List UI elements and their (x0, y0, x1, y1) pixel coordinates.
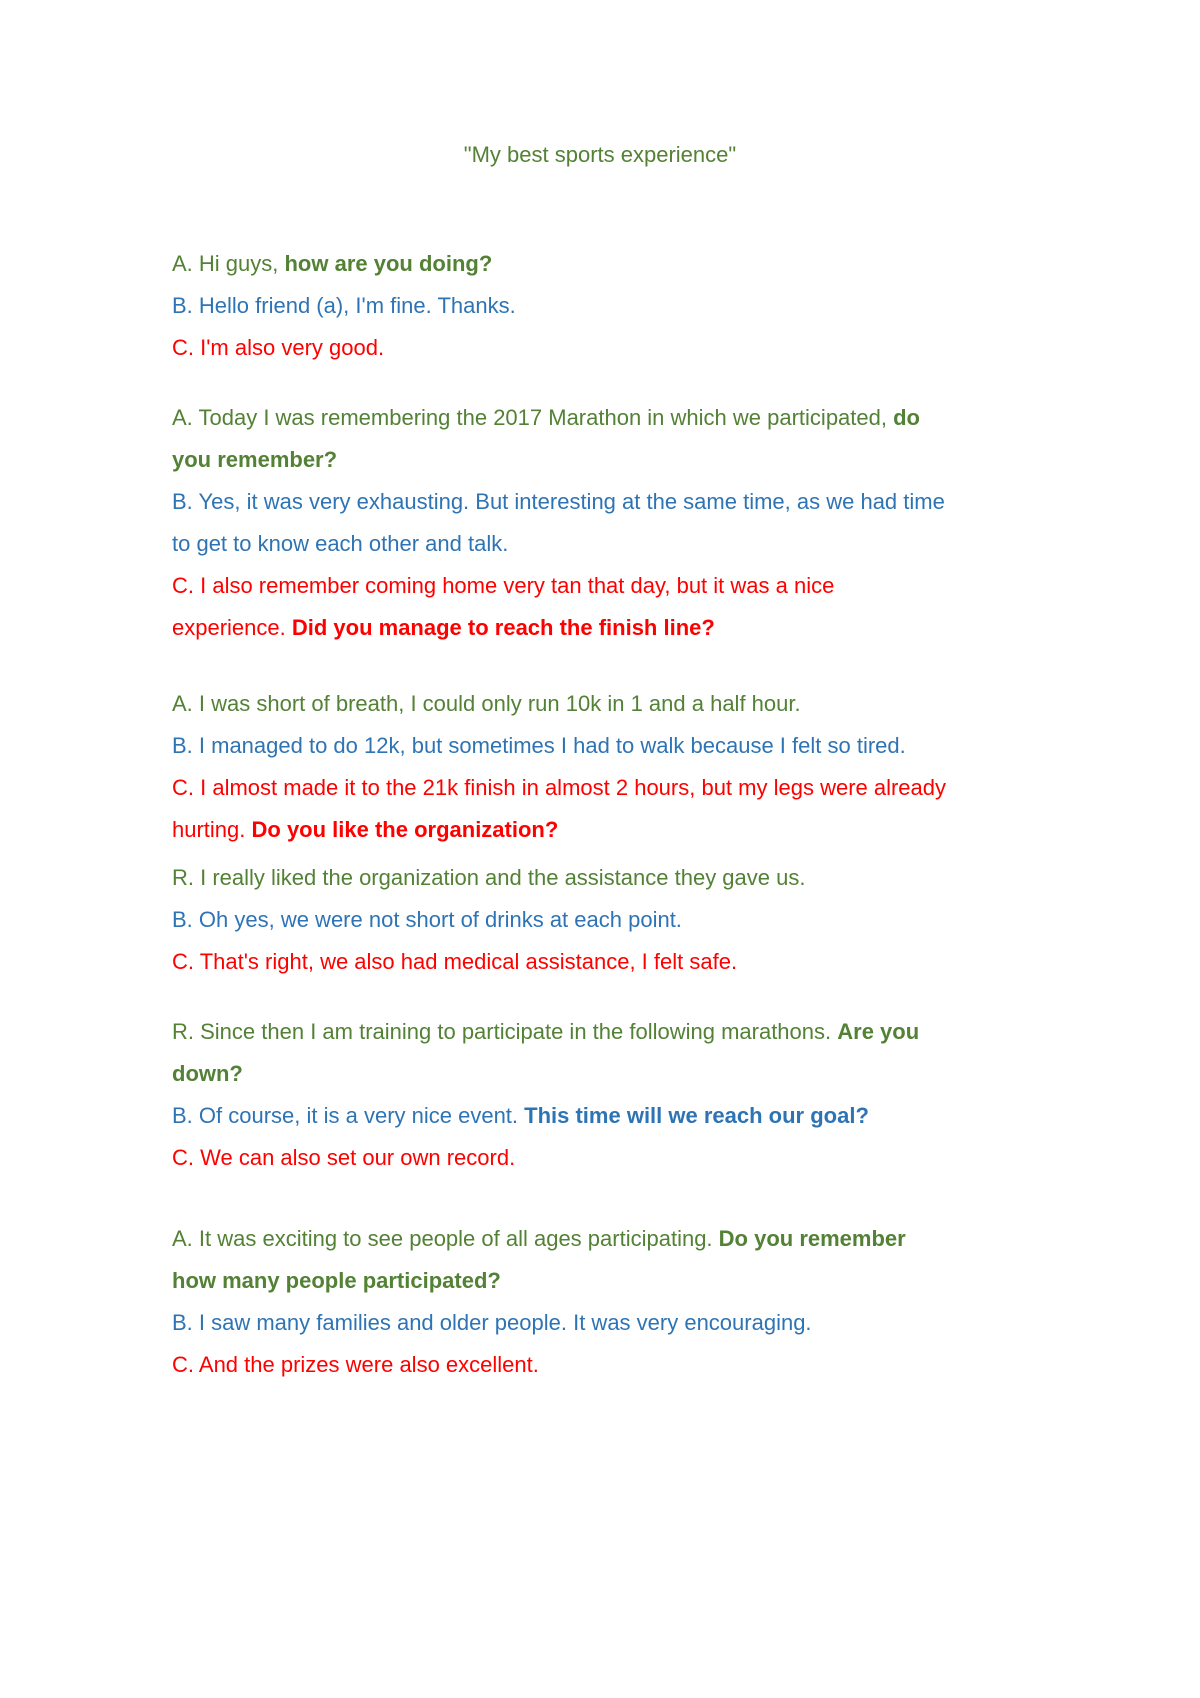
line-text: experience. (172, 615, 292, 640)
dialogue-paragraph (172, 1011, 1042, 1179)
dialogue-line-speaker-a (172, 397, 1042, 439)
line-text: C. We can also set our own record. (172, 1145, 516, 1170)
question-text: down? (172, 1061, 243, 1086)
line-text: hurting. (172, 817, 252, 842)
question-text: how many people participated? (172, 1268, 501, 1293)
dialogue-line-speaker-b (172, 285, 1042, 327)
line-text: B. Oh yes, we were not short of drinks at each point. (172, 907, 682, 932)
dialogue-line-speaker-a (172, 857, 1042, 899)
line-text: B. I managed to do 12k, but sometimes I had to walk because I felt so tired. (172, 733, 906, 758)
question-text: Did you manage to reach the finish line? (291, 615, 715, 640)
dialogue-line-speaker-b (172, 481, 1042, 523)
dialogue-line-speaker-c (172, 767, 1042, 809)
line-text: A. I was short of breath, I could only run 10k in 1 and a half hour. (172, 691, 801, 716)
dialogue-line-speaker-b (172, 523, 1042, 565)
question-text: how are you doing? (284, 251, 493, 276)
dialogue-line-speaker-a (172, 439, 1042, 481)
line-text: A. Hi guys, (172, 251, 285, 276)
line-text: C. I almost made it to the 21k finish in almost 2 hours, but my legs were already (172, 775, 947, 800)
dialogue-line-speaker-a (172, 1260, 1042, 1302)
dialogue-line-speaker-c (172, 941, 1042, 983)
dialogue-line-speaker-c (172, 809, 1042, 851)
dialogue-line-speaker-c (172, 1137, 1042, 1179)
dialogue-line-speaker-b (172, 899, 1042, 941)
dialogue-line-speaker-a (172, 1011, 1042, 1053)
document-title: "My best sports experience" (463, 142, 737, 167)
dialogue-line-speaker-a (172, 1053, 1042, 1095)
question-text: Do you remember (718, 1226, 906, 1251)
line-text: B. Yes, it was very exhausting. But interesting at the same time, as we had time (172, 489, 945, 514)
question-text: you remember? (172, 447, 338, 472)
dialogue-paragraph (172, 243, 1042, 369)
line-text: B. Hello friend (a), I'm fine. Thanks. (172, 293, 516, 318)
dialogue-line-speaker-b (172, 1095, 1042, 1137)
question-text: This time will we reach our goal? (524, 1103, 869, 1128)
question-text: Are you (837, 1019, 920, 1044)
dialogue-line-speaker-a (172, 243, 1042, 285)
line-text: R. Since then I am training to participate in the following marathons. (172, 1019, 838, 1044)
dialogue-paragraph (172, 857, 1042, 983)
dialogue-line-speaker-b (172, 725, 1042, 767)
line-text: C. That's right, we also had medical assistance, I felt safe. (172, 949, 738, 974)
line-text: R. I really liked the organization and the assistance they gave us. (172, 865, 806, 890)
line-text: B. I saw many families and older people. It was very encouraging. (172, 1310, 812, 1335)
line-text: C. I also remember coming home very tan that day, but it was a nice (172, 573, 835, 598)
line-text: C. I'm also very good. (172, 335, 385, 360)
line-text: A. Today I was remembering the 2017 Marathon in which we participated, (172, 405, 894, 430)
dialogue-line-speaker-c (172, 607, 1042, 649)
line-text: C. And the prizes were also excellent. (172, 1352, 539, 1377)
dialogue-line-speaker-c (172, 327, 1042, 369)
line-text: to get to know each other and talk. (172, 531, 509, 556)
line-text: B. Of course, it is a very nice event. (172, 1103, 525, 1128)
dialogue-paragraph (172, 683, 1042, 851)
dialogue-line-speaker-b (172, 1302, 1042, 1344)
question-text: do (893, 405, 920, 430)
line-text: A. It was exciting to see people of all ages participating. (172, 1226, 719, 1251)
dialogue-paragraph (172, 397, 1042, 649)
dialogue-line-speaker-a (172, 1218, 1042, 1260)
dialogue-line-speaker-a (172, 683, 1042, 725)
dialogue-line-speaker-c (172, 565, 1042, 607)
dialogue-line-speaker-c (172, 1344, 1042, 1386)
question-text: Do you like the organization? (251, 817, 559, 842)
dialogue-paragraph (172, 1218, 1042, 1386)
